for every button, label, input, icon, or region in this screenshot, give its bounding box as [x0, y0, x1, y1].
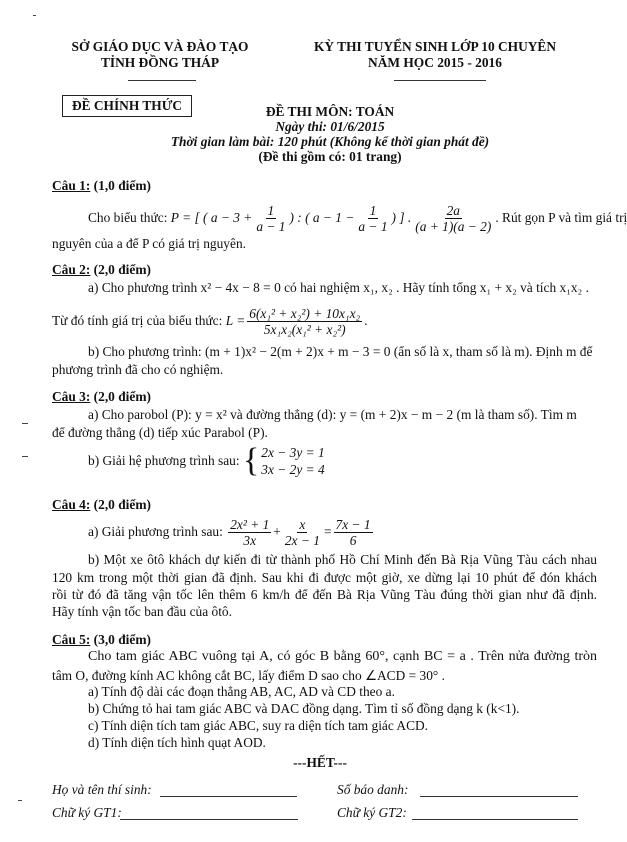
question-5-line1: Cho tam giác ABC vuông tại A, có góc B bằng 60°, cạnh BC = a . Trên nửa đường tròn: [88, 649, 597, 664]
question-4b-line2: 120 km trong một thời gian đã định. Sau khi đi được một giờ, xe dừng lại 10 phút để đón khách: [52, 570, 597, 585]
question-3-points: (2,0 điểm): [90, 389, 151, 404]
official-badge: [62, 95, 192, 117]
q1-after: . Rút gọn P và tìm giá trị: [495, 210, 627, 225]
question-3a-line1: a) Cho parobol (P): y = x² và đường thẳng (d): y = (m + 2)x − m − 2 (m là tham số). Tìm m: [88, 407, 577, 422]
candidate-name-label: Họ và tên thí sinh:: [52, 782, 152, 797]
question-5-points: (3,0 điểm): [90, 632, 151, 647]
numerator: 7x − 1: [335, 516, 371, 532]
scan-mark: [33, 15, 36, 16]
brace-icon: {: [242, 442, 260, 479]
q2-L-end: .: [364, 313, 368, 328]
question-5d: d) Tính diện tích hình quạt AOD.: [88, 735, 266, 750]
equation-system: [243, 444, 325, 478]
numerator: x: [299, 516, 306, 532]
fraction: [247, 306, 362, 337]
question-4b-line3: rồi từ đó đã tăng vận tốc lên thêm 6 km/h để đến Bà Rịa Vũng Tàu đúng thời gian như đã định.: [52, 587, 597, 602]
operator: +: [273, 524, 281, 539]
numerator: 1: [267, 202, 275, 218]
question-4b-line4: Hãy tính vận tốc ban đầu của ôtô.: [52, 604, 232, 619]
q2-intro: Từ đó tính giá trị của biểu thức:: [52, 313, 223, 328]
denominator: a − 1: [256, 218, 286, 234]
supervisor2-signature-field[interactable]: [412, 819, 578, 820]
question-2a-line2: [52, 303, 368, 339]
q1-formula-lhs: P = [ ( a − 3 +: [170, 210, 253, 225]
q1-intro: Cho biểu thức:: [88, 210, 168, 225]
question-2-points: (2,0 điểm): [90, 262, 151, 277]
q2-L-lhs: L =: [225, 313, 246, 328]
fraction: [334, 517, 373, 548]
question-2-label: Câu 2:: [52, 262, 91, 277]
question-3-heading: [52, 389, 151, 405]
school-year: NĂM HỌC 2015 - 2016: [368, 55, 502, 70]
denominator: (a + 1)(a − 2): [415, 218, 492, 234]
province-name: TỈNH ĐỒNG THÁP: [100, 55, 220, 70]
denominator: 3x: [243, 532, 257, 548]
question-3a-line2: để đường thẳng (d) tiếp xúc Parabol (P).: [52, 425, 268, 440]
numerator: 2x² + 1: [230, 516, 270, 532]
question-4b-line1: b) Một xe ôtô khách dự kiến đi từ thành phố Hồ Chí Minh đến Bà Rịa Vũng Tàu cách nhau: [88, 552, 597, 567]
question-1-text: [88, 198, 627, 238]
scan-mark: [18, 800, 22, 801]
supervisor1-signature-field[interactable]: [120, 819, 298, 820]
question-5a: a) Tính độ dài các đoạn thẳng AB, AC, AD và CD theo a.: [88, 684, 395, 699]
scan-mark: [22, 423, 28, 424]
numerator: 1: [369, 202, 377, 218]
department-name: SỞ GIÁO DỤC VÀ ĐÀO TẠO: [71, 39, 249, 54]
question-5b: b) Chứng tỏ hai tam giác ABC và DAC đồng dạng. Tìm tỉ số đồng dạng k (k<1).: [88, 701, 520, 716]
equation: 3x − 2y = 4: [261, 462, 325, 477]
divider: [128, 80, 196, 81]
question-5-line2: tâm O, đường kính AC không cắt BC, lấy điểm D sao cho ∠ACD = 30° .: [52, 668, 445, 683]
question-1-heading: [52, 178, 151, 194]
question-2b-line2: phương trình đã cho có nghiệm.: [52, 362, 224, 377]
question-2a-line1: a) Cho phương trình x² − 4x − 8 = 0 có hai nghiệm x₁, x₂ . Hãy tính tổng x₁ + x₂ và tích x₁x₂ .: [88, 280, 589, 295]
end-mark: ---HẾT---: [293, 755, 347, 770]
question-4a: [88, 514, 375, 550]
q3b-intro: b) Giải hệ phương trình sau:: [88, 453, 240, 468]
denominator: 6: [349, 532, 357, 548]
fraction: [228, 517, 271, 548]
question-5-label: Câu 5:: [52, 632, 91, 647]
exam-date: Ngày thi: 01/6/2015: [275, 119, 385, 134]
subject-title: ĐỀ THI MÔN: TOÁN: [265, 104, 395, 119]
exam-duration: Thời gian làm bài: 120 phút (Không kể thời gian phát đề): [170, 134, 490, 149]
question-4-heading: [52, 497, 151, 513]
question-5c: c) Tính diện tích tam giác ABC, suy ra diện tích tam giác ACD.: [88, 718, 429, 733]
candidate-id-label: Số báo danh:: [337, 782, 409, 797]
supervisor2-signature-label: Chữ ký GT2:: [337, 805, 407, 820]
question-4-points: (2,0 điểm): [90, 497, 151, 512]
page-count: (Đề thi gồm có: 01 trang): [258, 149, 402, 164]
question-1-line2: nguyên của a để P có giá trị nguyên.: [52, 236, 246, 251]
q1-formula-close: ) ] .: [391, 210, 412, 225]
denominator: 5x₁x₂(x₁² + x₂²): [263, 321, 346, 337]
divider: [394, 80, 486, 81]
numerator: 2a: [446, 202, 460, 218]
denominator: a − 1: [358, 218, 388, 234]
fraction: [356, 203, 389, 234]
scan-mark: [22, 456, 28, 457]
question-2b-line1: b) Cho phương trình: (m + 1)x² − 2(m + 2)x + m − 3 = 0 (ẩn số là x, tham số là m). Định m để: [88, 344, 593, 359]
question-2-heading: [52, 262, 151, 278]
supervisor1-signature-label: Chữ ký GT1:: [52, 805, 122, 820]
denominator: 2x − 1: [284, 532, 320, 548]
numerator: 6(x₁² + x₂²) + 10x₁x₂: [249, 305, 361, 321]
question-1-points: (1,0 điểm): [90, 178, 151, 193]
q1-formula-mid: ) : ( a − 1 −: [289, 210, 355, 225]
fraction: [283, 517, 322, 548]
question-5-heading: [52, 632, 151, 648]
question-4-label: Câu 4:: [52, 497, 91, 512]
fraction: [254, 203, 287, 234]
equation: 2x − 3y = 1: [261, 445, 325, 460]
fraction: [413, 203, 493, 234]
q4a-intro: a) Giải phương trình sau:: [88, 524, 223, 539]
exam-name: KỲ THI TUYỂN SINH LỚP 10 CHUYÊN: [313, 39, 557, 54]
question-3b: [88, 443, 325, 479]
question-1-label: Câu 1:: [52, 178, 91, 193]
candidate-id-field[interactable]: [420, 796, 578, 797]
question-3-label: Câu 3:: [52, 389, 91, 404]
candidate-name-field[interactable]: [160, 796, 297, 797]
operator: =: [323, 524, 332, 539]
official-label: ĐỀ CHÍNH THỨC: [71, 98, 183, 113]
